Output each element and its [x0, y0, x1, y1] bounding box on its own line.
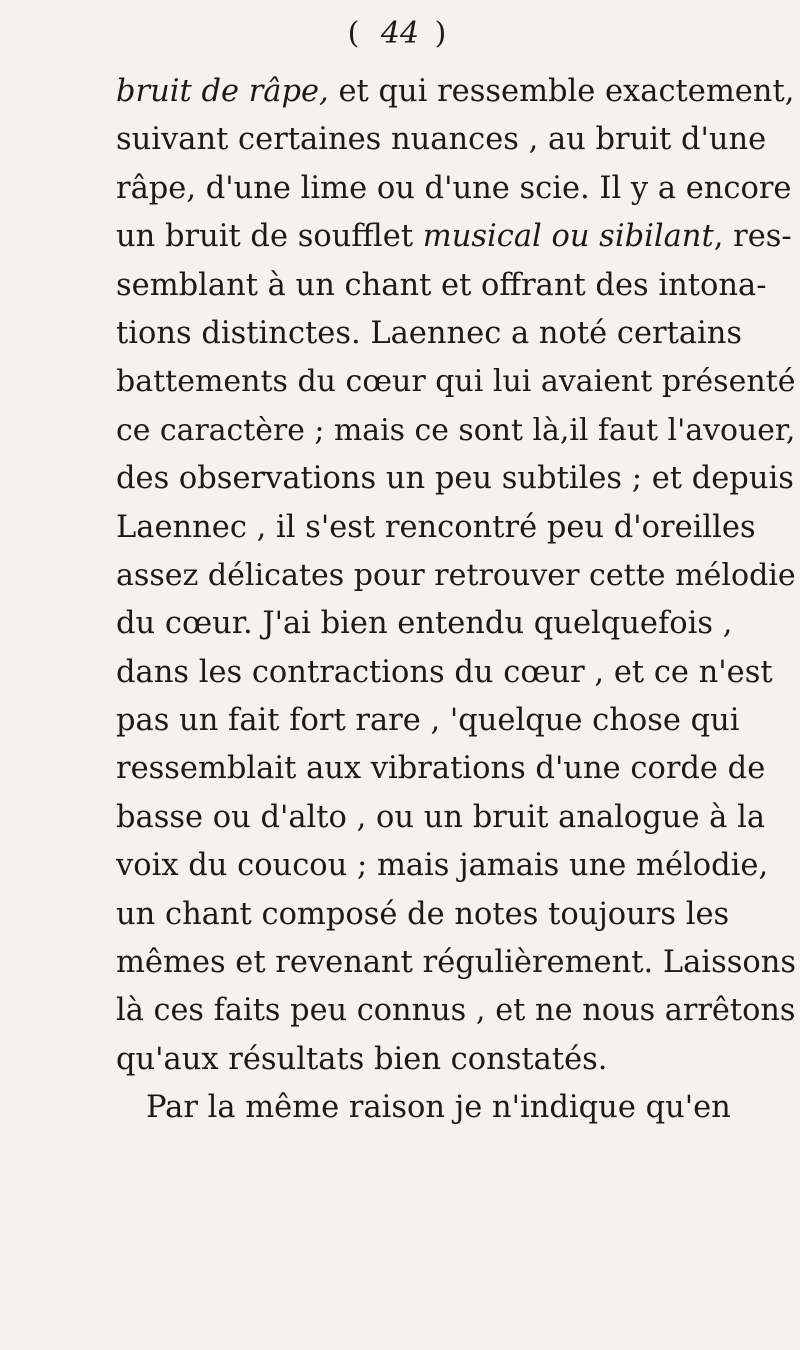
text-line: [116, 745, 796, 793]
text-line-roman-start: pas un fait fort rare , 'quelque chose qui: [116, 703, 740, 739]
text-line-roman-start: semblant à un chant et offrant des intona-: [116, 267, 767, 303]
text-line-roman-start: Par la même raison je n'indique qu'en: [146, 1090, 731, 1126]
text-line-roman-start: qu'aux résultats bien constatés.: [116, 1041, 608, 1077]
text-line-roman-start: tions distinctes. Laennec a noté certains: [116, 315, 743, 351]
text-line: [116, 504, 796, 552]
text-line-roman-start: battements du cœur qui lui avaient présenté: [116, 364, 796, 400]
body-text: [116, 68, 796, 1133]
text-line: [116, 600, 796, 648]
text-line-roman-start: voix du coucou ; mais jamais une mélodie,: [116, 848, 769, 884]
text-line-italic: musical ou sibilant: [422, 219, 714, 255]
page-number-close: ): [419, 16, 453, 51]
text-line-roman-start: là ces faits peu connus , et ne nous arrêtons: [116, 993, 796, 1029]
text-line: [116, 1036, 796, 1084]
text-line-roman-start: dans les contractions du cœur , et ce n'est: [116, 654, 773, 690]
text-line-roman-start: mêmes et revenant régulièrement. Laissons: [116, 945, 797, 981]
text-line-roman-start: du cœur. J'ai bien entendu quelquefois ,: [116, 606, 733, 642]
text-line: [116, 697, 796, 745]
text-line: [116, 310, 796, 358]
text-line-italic: bruit de râpe,: [116, 74, 329, 109]
text-line: [116, 407, 796, 455]
page-number-value: 44: [380, 16, 420, 51]
text-line-roman-start: assez délicates pour retrouver cette mélodie: [116, 557, 796, 593]
text-line-roman-start: suivant certaines nuances , au bruit d'une: [116, 122, 767, 158]
text-line-roman-start: des observations un peu subtiles ; et depuis: [116, 461, 794, 497]
text-line: [116, 116, 796, 164]
text-line: [116, 358, 796, 406]
text-line: [116, 649, 796, 697]
page-number-open: (: [347, 16, 381, 51]
text-line: [116, 987, 796, 1035]
text-line-roman-start: un bruit de soufflet: [116, 219, 423, 255]
text-line: [116, 552, 796, 600]
text-line-roman-end: , res-: [713, 219, 792, 255]
text-line: [116, 842, 796, 890]
text-line-roman-end: et qui ressemble exactement,: [328, 74, 795, 109]
text-line-roman-start: un chant composé de notes toujours les: [116, 896, 730, 932]
text-line: [116, 939, 796, 987]
text-line: [116, 1084, 796, 1132]
text-line-roman-start: Laennec , il s'est rencontré peu d'oreilles: [116, 509, 756, 545]
text-line: [116, 794, 796, 842]
text-line-roman-start: ce caractère ; mais ce sont là,il faut l'avouer,: [116, 412, 796, 448]
text-line: [116, 891, 796, 939]
text-line-roman-start: ressemblait aux vibrations d'une corde de: [116, 751, 766, 787]
text-line-roman-start: râpe, d'une lime ou d'une scie. Il y a encore: [116, 170, 792, 206]
text-line: [116, 68, 796, 116]
text-line-roman-start: basse ou d'alto , ou un bruit analogue à la: [116, 799, 766, 835]
text-line: [116, 213, 796, 261]
text-line: [116, 165, 796, 213]
page-number: [0, 16, 800, 51]
text-line: [116, 262, 796, 310]
text-line: [116, 455, 796, 503]
